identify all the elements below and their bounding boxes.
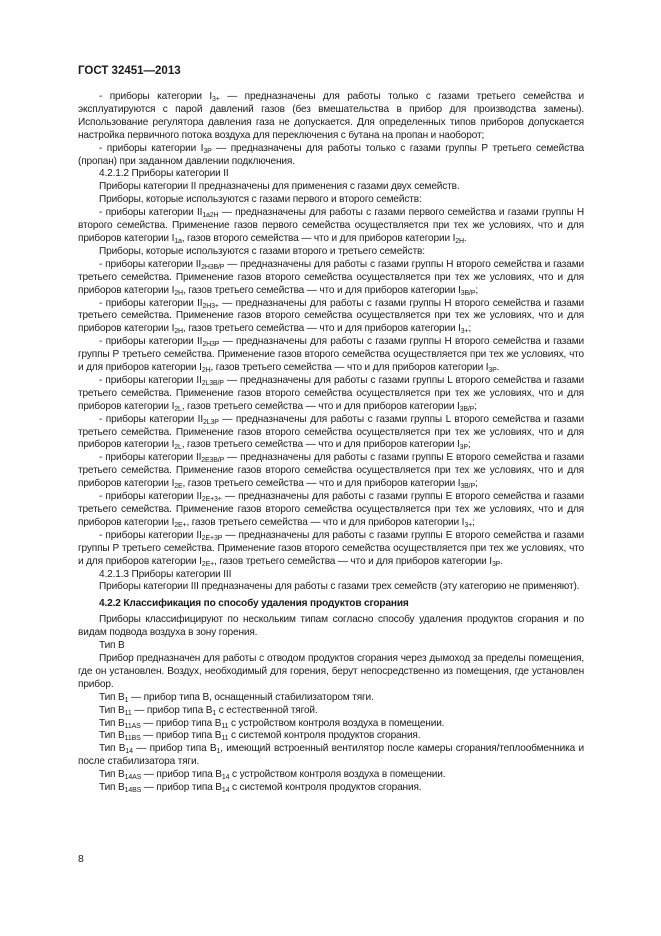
paragraph (78, 143, 584, 169)
text-run: — предназначены для работы только с газами группы Р третьего семейства (пропан) при заданном давлении подключения. (78, 142, 585, 167)
text-run: Прибор предназначен для работы с отводом продуктов сгорания через дымоход за пределы помещения, где он установлен. Воздух, необходимый для горения, берут непосредственно из помещения, где установлен прибор. (78, 652, 584, 690)
text-run: — прибор типа В (131, 704, 213, 716)
subscript: 3B/P (459, 405, 475, 413)
text-run: - приборы категории II (99, 207, 203, 219)
type-heading (78, 640, 584, 653)
text-run: - приборы категории I (99, 142, 204, 154)
subscript: 2E+ (201, 560, 215, 568)
section-heading (78, 569, 584, 582)
text-run: , имеющий встроенный вентилятор после камеры сгорания/теплообменника и после стабилизатора тяги. (78, 743, 584, 768)
text-run: Приборы категории II предназначены для применения с газами двух семейств. (99, 181, 460, 193)
text-run: с устройством контроля воздуха в помещении. (228, 717, 445, 729)
paragraph (78, 375, 584, 414)
text-run: 4.2.2 Классификация по способу удаления продуктов сгорания (99, 598, 409, 610)
subscript: 2H (455, 237, 464, 245)
subscript: 3P (488, 367, 497, 375)
subscript: 3B/P (460, 289, 476, 297)
paragraph (78, 705, 584, 718)
subscript: 3B/P (460, 483, 475, 491)
subscript: 3P (459, 444, 468, 452)
paragraph (78, 298, 584, 337)
paragraph (78, 336, 584, 375)
text-run: - приборы категории I (99, 91, 213, 102)
subscript: 1a (174, 237, 182, 245)
text-run: , газов третьего семейства — что и для приборов категории I (181, 400, 460, 412)
text-run: ; (475, 284, 479, 296)
paragraph (78, 581, 584, 594)
text-run: — прибор типа В (140, 717, 222, 729)
paragraph (78, 91, 584, 143)
text-run: Приборы категории III предназначены для работы с газами трех семейств (эту категорию не применяют). (99, 581, 580, 593)
text-run: 4.2.1.3 Приборы категории III (99, 568, 232, 580)
subscript: 14 (125, 748, 133, 756)
subscript: 2L3B/P (201, 379, 224, 387)
text-run: , газов третьего семейства — что и для приборов категории I (181, 439, 460, 451)
text-run: - приборы категории II (99, 374, 202, 386)
text-run: — предназначены для работы с газами группы L второго семейства и газами третьего семейства. Применение газов второго семейства осуществляется при тех же условиях, что и для приборов категории I (78, 413, 584, 451)
text-run: с системой контроля продуктов сгорания. (228, 730, 421, 742)
subscript: 11 (221, 735, 229, 743)
page-number: 8 (78, 853, 84, 865)
paragraph (78, 653, 584, 692)
paragraph (78, 452, 584, 491)
text-run: 4.2.1.2 Приборы категории II (99, 168, 229, 180)
text-run: - приборы категории II (99, 413, 203, 425)
paragraph (78, 743, 584, 769)
text-run: - приборы категории II (99, 258, 202, 270)
subscript: 2E+ (174, 521, 187, 529)
subscript: 14 (221, 787, 230, 795)
subscript: 2H3+ (202, 302, 219, 310)
text-run: . (496, 362, 500, 374)
text-run: Тип В (99, 743, 126, 755)
subscript: 2H3B/P (201, 263, 225, 271)
text-run: . (500, 555, 503, 567)
text-run: — предназначены для работы с газами группы L второго семейства и газами третьего семейства. Применение газов второго семейства осуществляется при тех же условиях, что и для приборов категории I (78, 374, 584, 412)
subscript: 3P (203, 147, 212, 155)
text-run: — прибор типа В (140, 730, 222, 742)
text-run: , газов третьего семейства — что и для приборов категории I (186, 516, 465, 528)
text-run: — предназначены для работы с газами группы Е второго семейства и газами группы Р третьего семейства. Применение газов второго семейства осуществляется при тех же условиях, что и для приборов категории I (78, 529, 584, 567)
text-run: Тип В (99, 730, 125, 742)
text-run: , газов второго семейства — что и для приборов категории I (181, 232, 456, 244)
subscript: 2E3B/P (201, 457, 225, 465)
text-run: Приборы, которые используются с газами первого и второго семейств: (99, 194, 422, 206)
text-run: — предназначены для работы с газами группы Н второго семейства и газами третьего семейства. Применение газов второго семейства осуществляется при тех же условиях, что и для приборов категории I (78, 297, 584, 335)
text-run: - приборы категории II (99, 529, 202, 541)
text-run: — предназначены для работы с газами группы Н второго семейства и газами третьего семейства. Применение газов второго семейства осуществляется при тех же условиях, что и для приборов категории I (78, 258, 584, 296)
subscript: 2L3P (202, 418, 219, 426)
subscript: 14 (221, 774, 230, 782)
text-run: — предназначены для работы с газами группы Е второго семейства и газами третьего семейства. Применение газов второго семейства осуществляется при тех же условиях, что и для приборов категории I (78, 452, 584, 490)
subscript: 2H (174, 289, 183, 297)
text-run: , газов третьего семейства — что и для приборов категории I (214, 555, 492, 567)
subscript: 2H3P (202, 341, 220, 349)
subscript: 11 (221, 722, 229, 730)
subscript: 1 (124, 696, 129, 704)
paragraph (78, 491, 584, 530)
text-run: — прибор типа В (141, 769, 222, 781)
paragraph (78, 692, 584, 705)
text-run: с естественной тягой. (216, 704, 318, 716)
subscript: 3+ (464, 521, 473, 529)
subscript: 2L (174, 444, 182, 452)
paragraph (78, 530, 584, 569)
subscript: 11AS (124, 722, 141, 730)
text-run: Тип В (99, 691, 125, 703)
text-run: ; (474, 400, 477, 412)
text-run: - приборы категории II (99, 452, 202, 464)
subscript: 3+ (212, 96, 220, 103)
text-run: с устройством контроля воздуха в помещении. (229, 769, 446, 781)
section-heading (78, 168, 584, 181)
text-run: ; (467, 439, 471, 451)
paragraph (78, 718, 584, 731)
text-run: , газов третьего семейства — что и для приборов категории I (182, 284, 461, 296)
text-run: , газов третьего семейства — что и для приборов категории I (182, 323, 461, 335)
paragraph (78, 782, 584, 795)
subscript: 2E+3+ (201, 496, 222, 504)
subscript: 14AS (124, 774, 142, 782)
text-run: Тип В (99, 782, 125, 794)
text-run: Приборы, которые используются с газами второго и третьего семейств: (99, 245, 425, 257)
text-run: Приборы классифицируют по нескольким типам согласно способу удаления продуктов сгорания и по видам подвода воздуха в зону горения. (78, 614, 584, 639)
text-run: , газов третьего семейства — что и для приборов категории I (182, 478, 461, 490)
text-run: — предназначены для работы только с газами третьего семейства и эксплуатируются с парой давлений газов (без вмешательства в прибор для производства замены). Использование регулятора давления газа не допускается. Для определенных типов приборов допускается настройка первичного потока воздуха для переключения с бутана на пропан и наоборот; (78, 91, 585, 141)
subscript: 2H (174, 328, 183, 336)
subscript: 1a2H (202, 212, 219, 220)
text-run: - приборы категории II (99, 297, 203, 309)
text-run: — предназначены для работы с газами группы Е второго семейства и газами третьего семейства. Применение газов второго семейства осуществляется при тех же условиях, что и для приборов категории I (78, 491, 584, 528)
subscript: 2E+3P (201, 534, 223, 542)
subscript: 2E (174, 483, 183, 491)
text-run: — предназначены для работы с газами первого семейства и газами группы Н второго семейства. Применение газов первого семейства осуществляется при тех же условиях, что и для приборов категории I (78, 207, 584, 244)
paragraph (78, 194, 584, 207)
subscript: 14BS (124, 787, 142, 795)
text-run: — прибор типа В, оснащенный стабилизатором тяги. (128, 691, 374, 703)
body-text (78, 91, 584, 795)
section-heading-bold (78, 598, 584, 611)
text-run: ; (474, 478, 478, 490)
text-run: с системой контроля продуктов сгорания. (229, 782, 422, 794)
subscript: 3+ (460, 328, 469, 336)
paragraph (78, 414, 584, 453)
text-run: . (463, 232, 467, 244)
paragraph (78, 246, 584, 259)
text-run: — предназначены для работы с газами группы Н второго семейства и газами группы Р третьего семейства. Применение газов второго семейства осуществляется при тех же условиях, что и для приборов категории I (78, 336, 584, 374)
text-run: — прибор типа В (132, 743, 217, 755)
subscript: 3P (491, 560, 501, 568)
text-run: Тип В (99, 717, 125, 729)
text-run: ; (472, 516, 475, 528)
paragraph (78, 259, 584, 298)
paragraph (78, 730, 584, 743)
paragraph (78, 181, 584, 194)
text-run: - приборы категории II (99, 491, 202, 503)
document-header: ГОСТ 32451—2013 (78, 65, 181, 77)
text-run: Тип В (99, 640, 125, 652)
subscript: 2L (174, 405, 182, 413)
subscript: 11BS (124, 735, 141, 743)
text-run: , газов третьего семейства — что и для приборов категории I (210, 362, 489, 374)
paragraph (78, 614, 584, 640)
subscript: 1 (212, 709, 217, 717)
subscript: 1 (216, 748, 221, 756)
text-run: - приборы категории II (99, 336, 203, 348)
paragraph (78, 207, 584, 246)
subscript: 2H (201, 367, 211, 375)
paragraph (78, 769, 584, 782)
subscript: 11 (124, 709, 132, 717)
text-run: Тип В (99, 769, 125, 781)
text-run: Тип В (99, 704, 125, 716)
text-run: — прибор типа В (141, 782, 222, 794)
text-run: ; (468, 323, 472, 335)
